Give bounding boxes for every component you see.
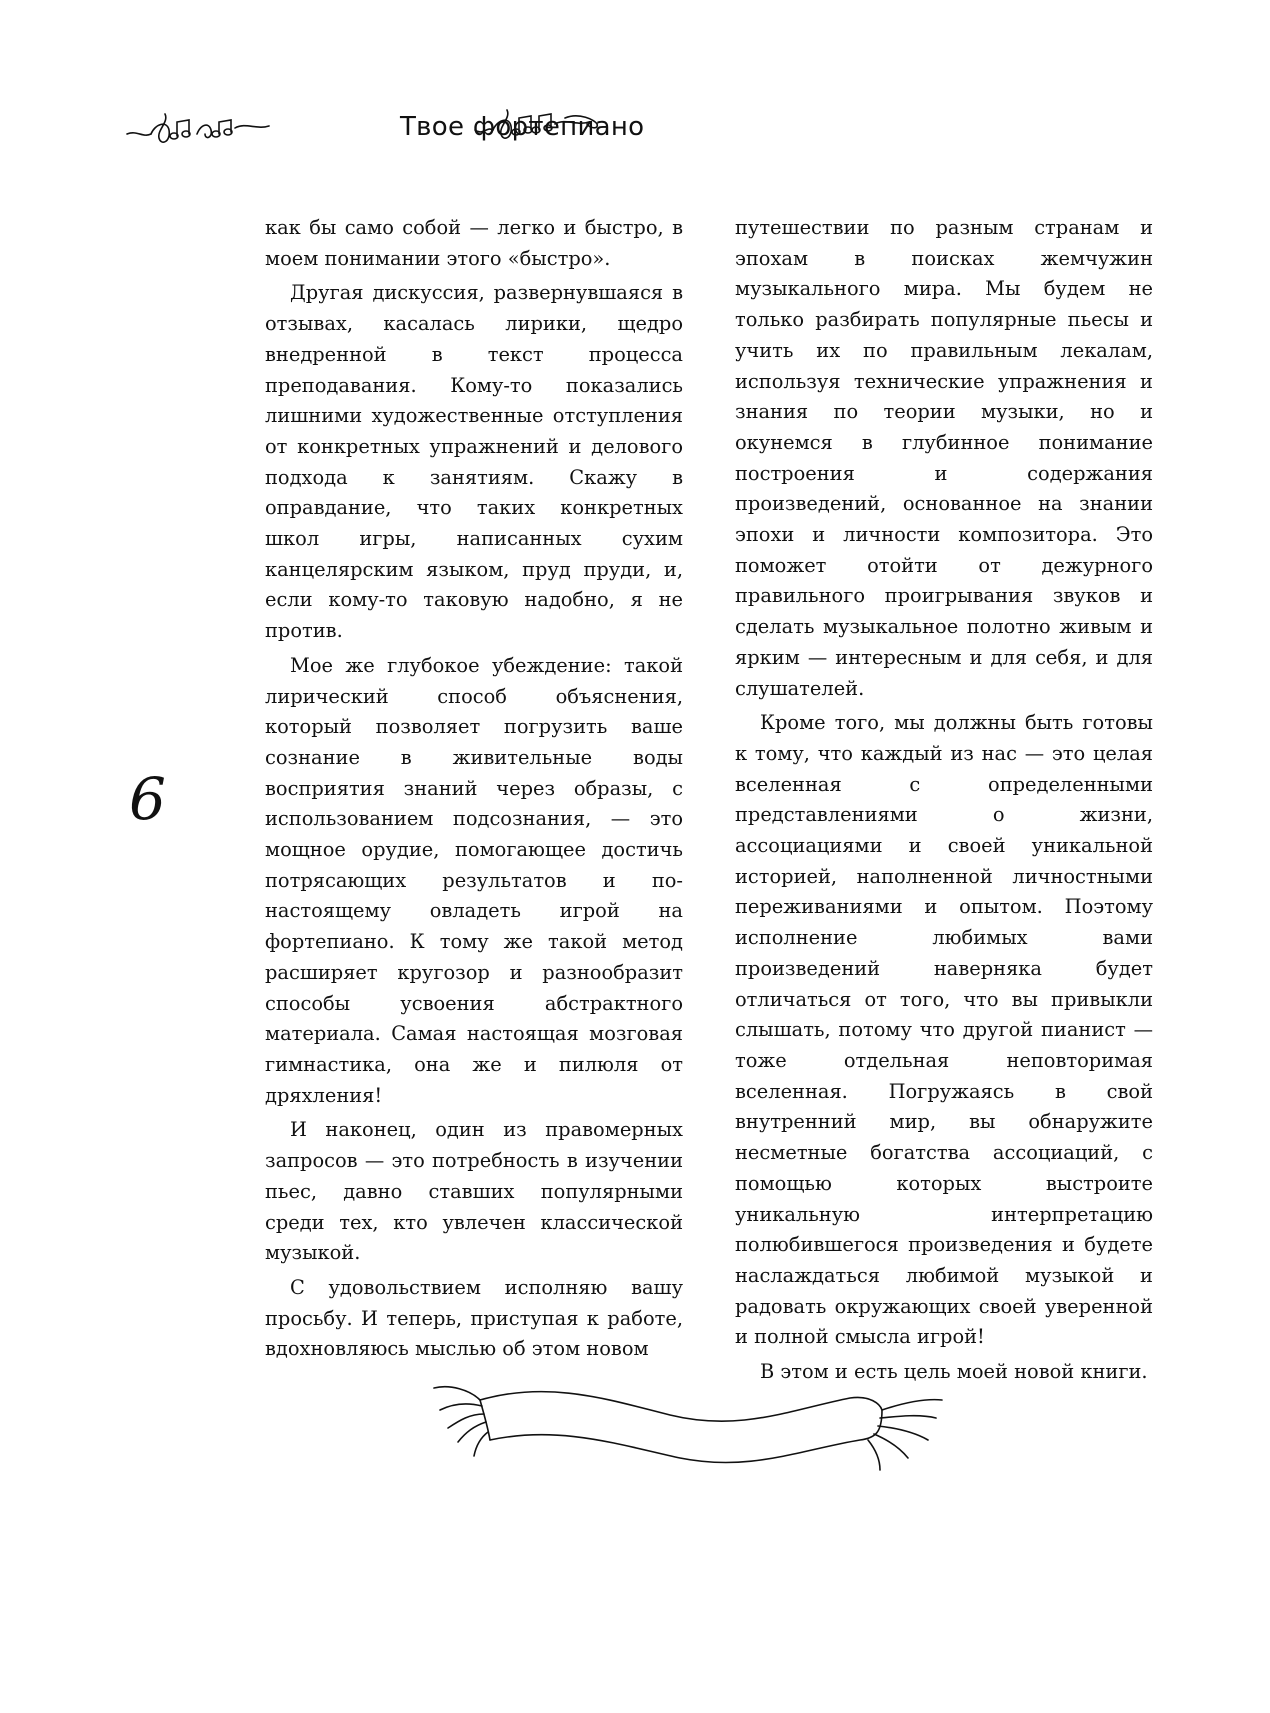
paragraph: путешествии по разным странам и эпохам в поисках жемчужин музыкального мира. Мы будем не только разбирать популярные пьесы и учить их по правильным лекалам, используя технические упражнения и знания по теории музыки, но и окунемся в глубинное понимание построения и содержания произведений, основанное на знании эпохи и личности композитора. Это поможет отойти от дежурного правильного проигрывания звуков и сделать музыкальное полотно живым и ярким — интересным и для себя, и для слушателей. [735, 216, 1153, 700]
paragraph: Кроме того, мы должны быть готовы к тому, что каждый из нас — это целая вселенная с определенными представлениями о жизни, ассоциациями и своей уникальной историей, наполненной личностными переживаниями и опытом. Поэтому исполнение любимых вами произведений наверняка будет отличаться от того, что вы привыкли слышать, потому что другой пианист — тоже отдельная неповторимая вселенная. Погружаясь в свой внутренний мир, вы обнаружите несметные богатства ассоциаций, с помощью которых выстроите уникальную интерпретацию полюбившегося произведения и будете наслаждаться любимой музыкой и радовать окружающих своей уверенной и полной смысла игрой! [735, 711, 1153, 1349]
running-head [125, 100, 645, 160]
running-head-title: Твое фортепиано [400, 112, 645, 142]
paragraph: как бы само собой — легко и быстро, в моем понимании этого «быстро». [265, 216, 683, 270]
paragraph: С удовольствием исполняю вашу просьбу. И теперь, приступая к работе, вдохновляюсь мыслью об этом новом [265, 1275, 683, 1361]
paragraph: И наконец, один из правомерных запросов — это потребность в изучении пьес, давно ставших популярными среди тех, кто увлечен классической музыкой. [265, 1118, 683, 1265]
page-number [125, 765, 205, 850]
page-number-value: 6 [129, 765, 166, 833]
paragraph: Мое же глубокое убеждение: такой лирический способ объяснения, который позволяет погрузить ваше сознание в живительные воды восприятия знаний через образы, с использованием подсознания, — это мощное орудие, помогающее достичь потрясающих результатов и по-настоящему овладеть игрой на фортепиано. К тому же такой метод расширяет кругозор и разнообразит способы усвоения абстрактного материала. Самая настоящая мозговая гимнастика, она же и пилюля от дряхления! [265, 653, 683, 1107]
paragraph: Другая дискуссия, развернувшаяся в отзывах, касалась лирики, щедро внедренной в текст процесса преподавания. Кому-то показались лишними художественные отступления от конкретных упражнений и делового подхода к занятиям. Скажу в оправдание, что таких конкретных школ игры, написанных сухим канцелярским языком, пруд пруди, и, если кому-то таковую надобно, я не против. [265, 281, 683, 643]
left-column [265, 213, 683, 1365]
ribbon-banner-icon [430, 1370, 970, 1510]
right-column [735, 213, 1153, 1388]
paragraph: В этом и есть цель моей новой книги. [760, 1360, 1148, 1384]
